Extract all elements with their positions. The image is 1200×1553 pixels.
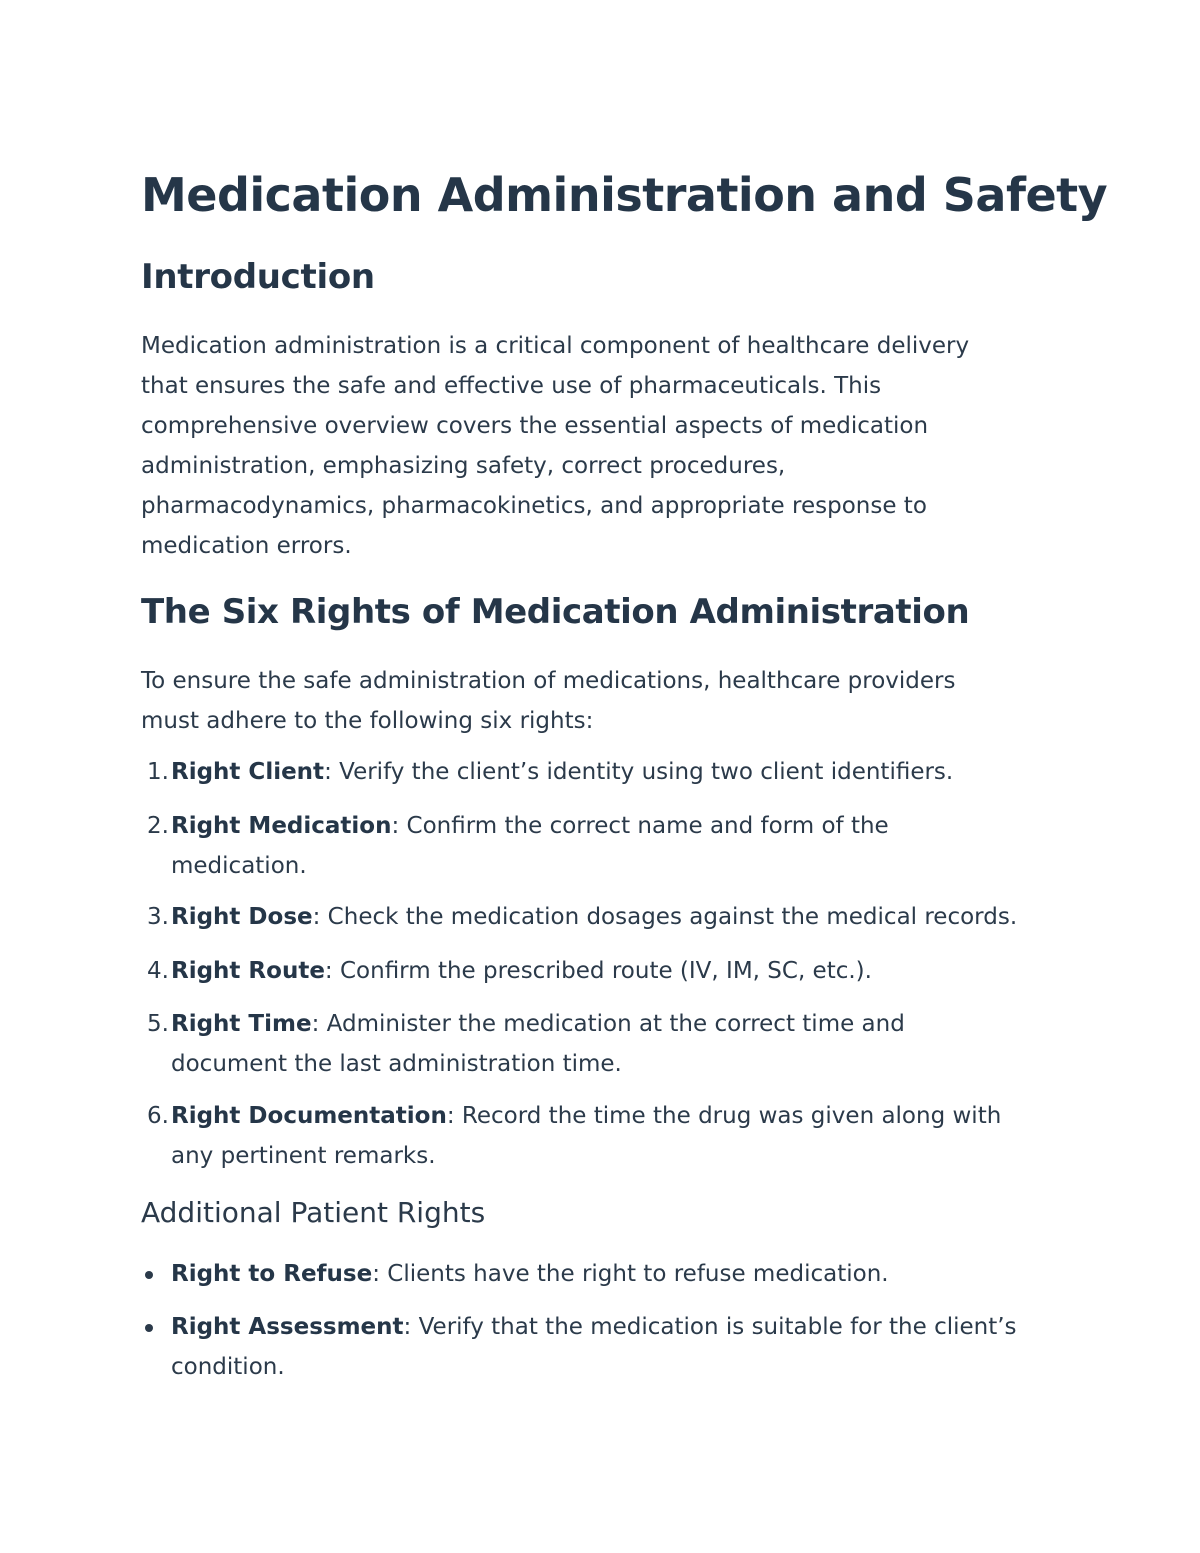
list-item-number: 1. — [147, 759, 169, 785]
introduction-heading: Introduction — [141, 257, 375, 297]
additional-rights-heading: Additional Patient Rights — [141, 1196, 486, 1229]
list-item-content — [171, 806, 1061, 886]
introduction-line: comprehensive overview covers the essential aspects of medication — [141, 413, 929, 439]
list-item-term: Right Dose — [171, 904, 313, 930]
introduction-line: pharmacodynamics, pharmacokinetics, and appropriate response to — [141, 493, 927, 519]
list-item-term: Right Client — [171, 759, 325, 785]
list-item-term: Right Assessment — [171, 1314, 404, 1340]
list-item-content — [171, 897, 1061, 937]
list-item-text: : Confirm the correct name and form of the — [391, 813, 889, 839]
introduction-line: medication errors. — [141, 533, 352, 559]
list-item-number: 6. — [147, 1103, 169, 1129]
list-item-number: 5. — [147, 1011, 169, 1037]
introduction-paragraph — [141, 326, 1041, 566]
introduction-line: Medication administration is a critical component of healthcare delivery — [141, 333, 970, 359]
list-item-text: : Record the time the drug was given along with — [446, 1103, 1002, 1129]
list-item-text: : Check the medication dosages against the medical records. — [312, 904, 1018, 930]
list-item-content — [171, 752, 1061, 792]
six-rights-intro-line: To ensure the safe administration of medications, healthcare providers — [141, 668, 956, 694]
bullet-icon — [145, 1324, 153, 1332]
list-item-text: any pertinent remarks. — [171, 1143, 436, 1169]
bullet-icon — [145, 1271, 153, 1279]
list-item-text: : Verify that the medication is suitable for the client’s — [403, 1314, 1017, 1340]
list-item-number: 2. — [147, 813, 169, 839]
list-item-content — [171, 951, 1061, 991]
list-item-content — [171, 1096, 1061, 1176]
list-item-term: Right Medication — [171, 813, 392, 839]
introduction-line: that ensures the safe and effective use of pharmaceuticals. This — [141, 373, 882, 399]
list-item-text: condition. — [171, 1354, 285, 1380]
list-item-content — [171, 1004, 1061, 1084]
six-rights-intro-line: must adhere to the following six rights: — [141, 708, 594, 734]
list-item-text: : Clients have the right to refuse medication. — [372, 1261, 889, 1287]
list-item-text: : Administer the medication at the correct time and — [311, 1011, 905, 1037]
list-item-term: Right Documentation — [171, 1103, 447, 1129]
list-item-number: 4. — [147, 958, 169, 984]
list-item-text: document the last administration time. — [171, 1051, 622, 1077]
list-item-content — [171, 1254, 1061, 1294]
document-title: Medication Administration and Safety — [141, 168, 1108, 222]
list-item-text: : Confirm the prescribed route (IV, IM, SC, etc.). — [324, 958, 872, 984]
introduction-line: administration, emphasizing safety, correct procedures, — [141, 453, 786, 479]
list-item-term: Right Time — [171, 1011, 312, 1037]
six-rights-intro — [141, 661, 1041, 741]
list-item-term: Right Route — [171, 958, 325, 984]
six-rights-heading: The Six Rights of Medication Administration — [141, 592, 970, 632]
list-item-content — [171, 1307, 1061, 1387]
list-item-number: 3. — [147, 904, 169, 930]
list-item-text: medication. — [171, 853, 307, 879]
list-item-term: Right to Refuse — [171, 1261, 373, 1287]
list-item-text: : Verify the client’s identity using two client identifiers. — [324, 759, 954, 785]
